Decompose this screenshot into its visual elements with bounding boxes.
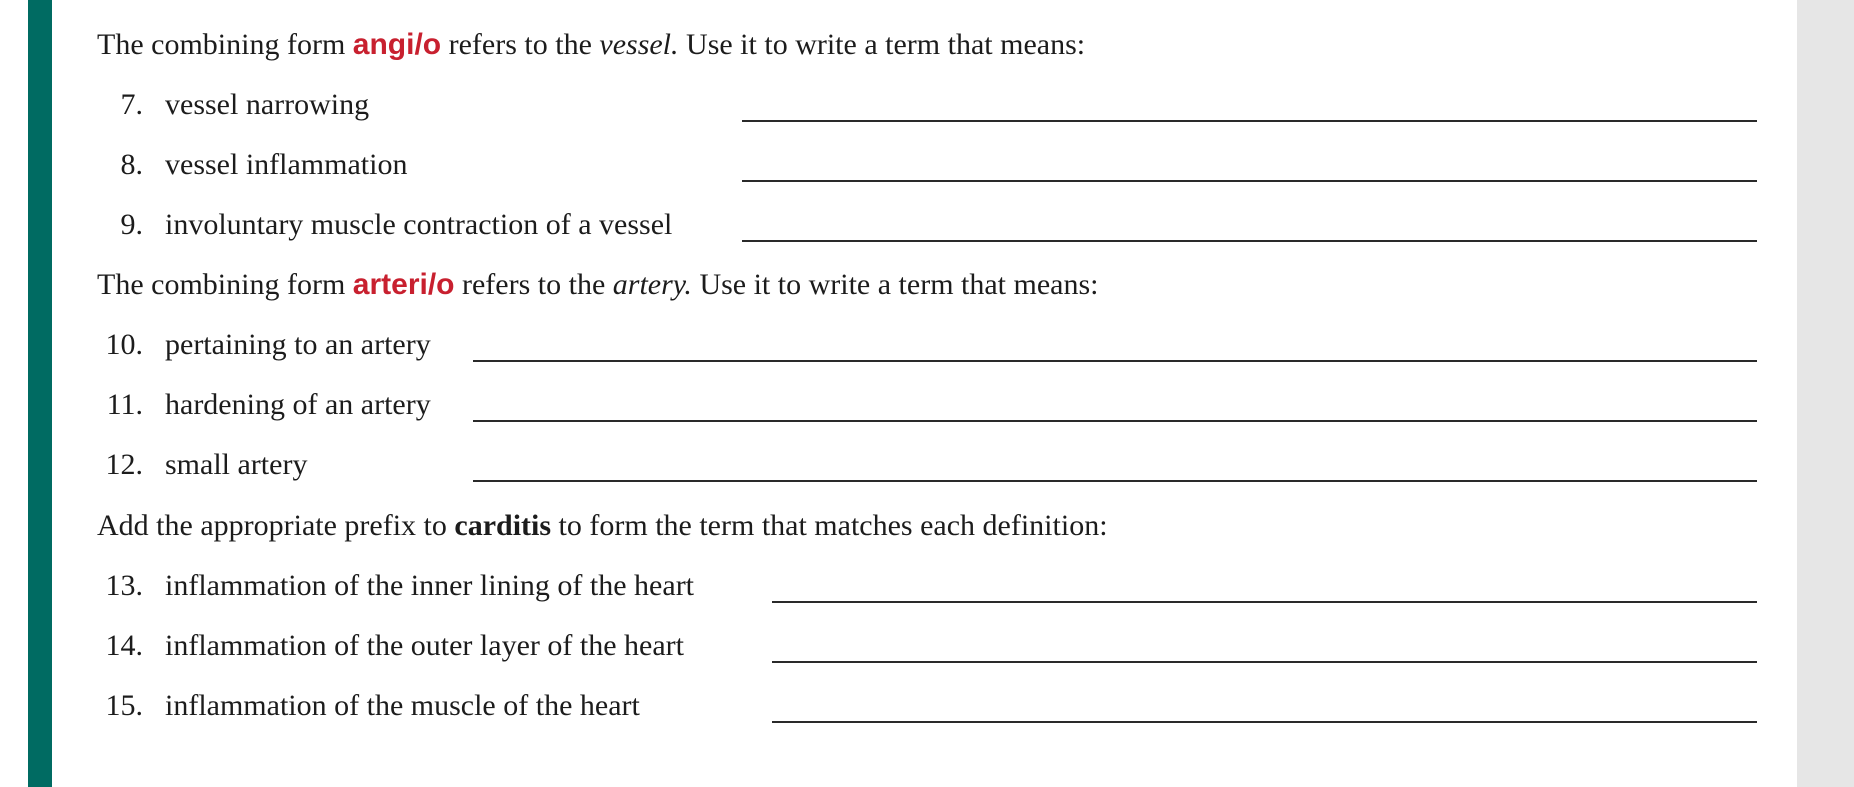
combining-form-arterio: arteri/o [352, 268, 455, 301]
question-text: small artery [165, 448, 308, 481]
question-15 [0, 686, 1797, 726]
answer-blank[interactable] [742, 180, 1757, 182]
answer-blank[interactable] [473, 480, 1757, 482]
question-9 [0, 205, 1797, 245]
instruction-middle: refers to the [454, 268, 613, 301]
question-text: inflammation of the muscle of the heart [165, 689, 640, 722]
instruction-suffix: Use it to write a term that means: [691, 268, 1099, 301]
answer-blank[interactable] [742, 120, 1757, 122]
instruction-suffix: to form the term that matches each definition: [551, 509, 1108, 542]
instruction-angio [97, 27, 1085, 63]
question-11 [0, 385, 1797, 425]
answer-blank[interactable] [473, 360, 1757, 362]
instruction-prefix: The combining form [97, 268, 353, 301]
meaning-word: vessel. [599, 28, 679, 61]
question-8 [0, 145, 1797, 185]
answer-blank[interactable] [772, 661, 1757, 663]
question-text: inflammation of the outer layer of the heart [165, 629, 684, 662]
instruction-suffix: Use it to write a term that means: [678, 28, 1086, 61]
question-number: 8. [120, 148, 143, 181]
instruction-arterio [97, 267, 1099, 303]
instruction-prefix: Add the appropriate prefix to [97, 509, 455, 542]
question-number: 12. [105, 448, 143, 481]
answer-blank[interactable] [772, 721, 1757, 723]
question-number: 7. [120, 88, 143, 121]
instruction-carditis [97, 508, 1108, 544]
question-text: inflammation of the inner lining of the heart [165, 569, 695, 602]
question-12 [0, 445, 1797, 485]
answer-blank[interactable] [742, 240, 1757, 242]
question-text: pertaining to an artery [165, 328, 431, 361]
answer-blank[interactable] [772, 601, 1757, 603]
question-number: 11. [106, 388, 143, 421]
question-number: 15. [105, 689, 143, 722]
question-number: 10. [105, 328, 143, 361]
meaning-word: artery. [612, 268, 692, 301]
question-number: 13. [105, 569, 143, 602]
question-text: vessel narrowing [165, 88, 370, 121]
question-number: 14. [105, 629, 143, 662]
question-14 [0, 626, 1797, 666]
instruction-prefix: The combining form [97, 28, 353, 61]
question-13 [0, 566, 1797, 606]
question-text: vessel inflammation [165, 148, 408, 181]
question-10 [0, 325, 1797, 365]
answer-blank[interactable] [473, 420, 1757, 422]
question-text: hardening of an artery [165, 388, 431, 421]
question-7 [0, 85, 1797, 125]
question-number: 9. [120, 208, 143, 241]
term-carditis: carditis [454, 509, 552, 542]
question-text: involuntary muscle contraction of a vessel [165, 208, 673, 241]
combining-form-angio: angi/o [352, 28, 442, 61]
instruction-middle: refers to the [441, 28, 600, 61]
